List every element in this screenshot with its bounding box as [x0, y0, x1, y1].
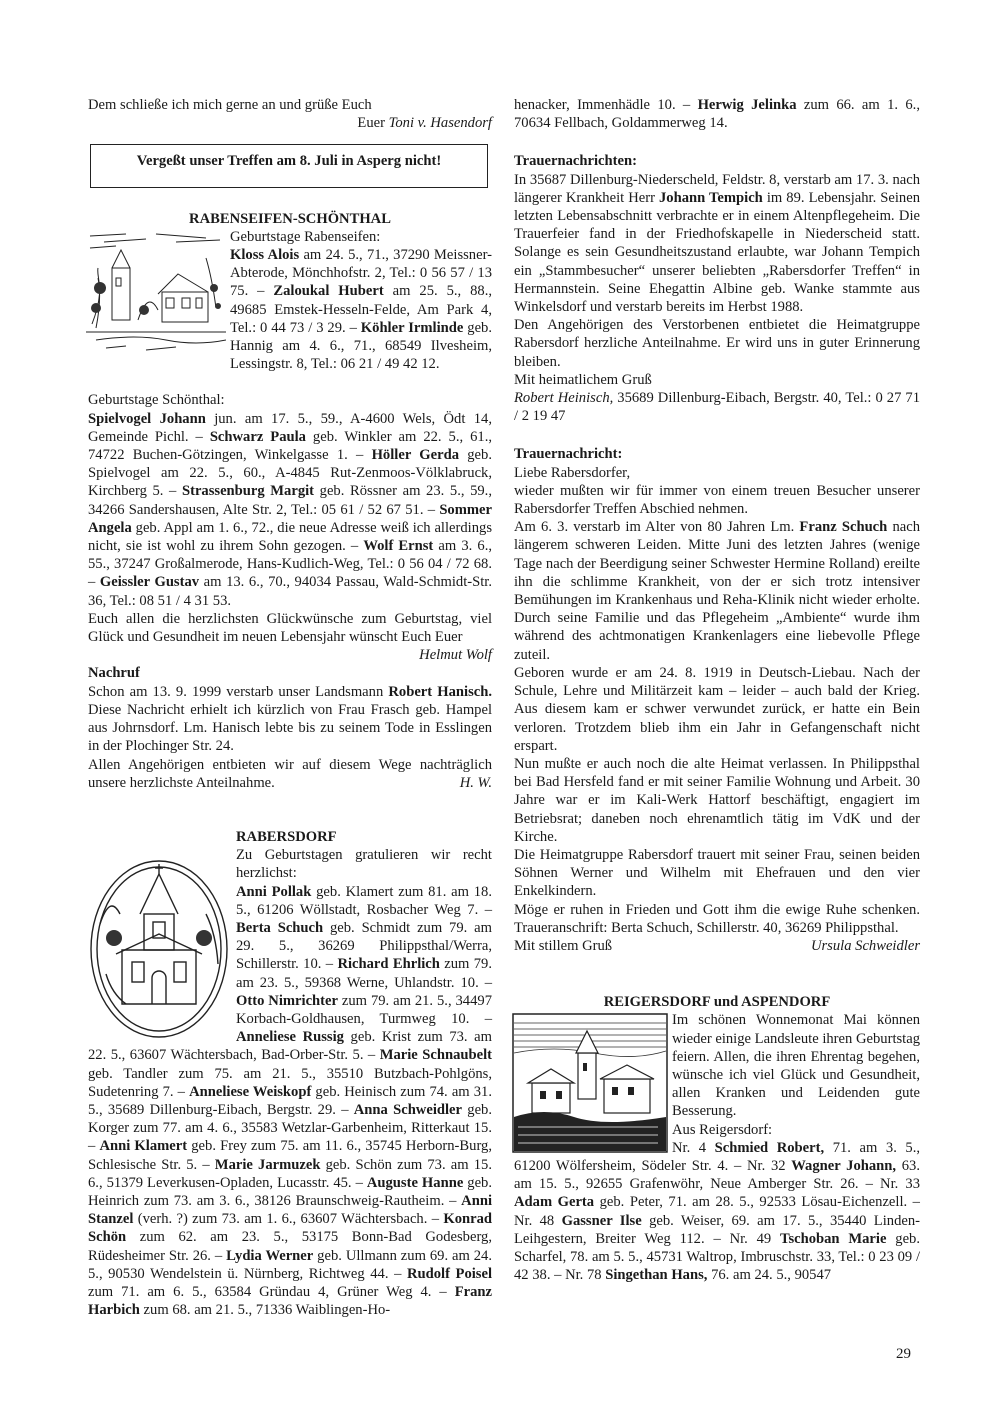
- trauernachrichten-heading: Trauernachrichten:: [514, 153, 637, 170]
- section-title-rabersdorf: RABERSDORF: [236, 828, 337, 845]
- schoenthal-birthdays: Spielvogel Johann jun. am 17. 5., 59., A-4600 Wels, Ödt 14, Gemeinde Pichl. – Schwarz Paula geb. Winkler am 22. 5., 61., 74722 Buchen-Götzingen, Winkelgasse 1. – Höller Gerda geb. Spielvogel am 22. 5., 60., A-4845 Rut-Zenmoos-Völklabruck, Kirchberg 5. – Strassenburg Margit geb. Rössner am 23. 5., 59., 34266 Sandershausen, Alte Str. 2, Tel.: 05 61 / 52 67 51. – Sommer Angela geb. Appl am 1. 6., 72., die neue Adresse weiß ich allerdings nicht, sie ist wohl zu ihrem Sohn gezogen. – Wolf Ernst am 3. 6., 55., 37247 Großalmerode, Hans-Kudlich-Weg, Tel.: 0 56 04 / 72 68. – Geissler Gustav am 13. 6., 70., 94034 Passau, Wald-Schmidt-Str. 36, Tel.: 08 51 / 4 31 53.: [88, 410, 492, 609]
- trauer-intro: wieder mußten wir für immer von einem treuen Besucher unserer Rabersdorfer Treffen Abschied nehmen.: [514, 482, 920, 518]
- trauer-schuch: Am 6. 3. verstarb im Alter von 80 Jahren Lm. Franz Schuch nach längerem schweren Leiden. Mitte Juni des letzten Jahres (wenige Tage nach der Beerdigung seiner Schwester Hermine Rolland) ereilte ihn die schlimme Krankheit, von der er sich trotz intensiver Bemühungen im Krankenhaus und Reha-Klinik nicht wieder erholte. Durch seine Familie und das Pflegeheim „Ambiente“ wurde ihm während des achtmonatigen Krankenlagers eine liebevolle Pflege zuteil.: [514, 519, 920, 663]
- reigersdorf-section: [514, 1011, 920, 1284]
- trauer-prayer: Möge er ruhen in Frieden und Gott ihm die ewige Ruhe schenken. Traueranschrift: Berta Schuch, Schillerstr. 40, 36269 Philippsthal.: [514, 901, 920, 936]
- left-column: [88, 96, 492, 1319]
- meeting-reminder-text: Vergeßt unser Treffen am 8. Juli in Asperg nicht!: [136, 153, 442, 170]
- trauer-salutation: Liebe Rabersdorfer,: [514, 464, 631, 481]
- page-number: 29: [896, 1346, 911, 1362]
- reigersdorf-birthdays: Nr. 4 Schmied Robert, 71. am 3. 5., 61200 Wölfersheim, Södeler Str. 4. – Nr. 32 Wagner Johann, 63. am 15. 5., 92655 Grafenwöhr, Neue Amberger Str. 26. – Nr. 33 Adam Gerta geb. Peter, 71. am 28. 5., 92533 Lösau-Eichenzell. – Nr. 48 Gassner Ilse geb. Weiser, 69. am 17. 5., 35440 Linden-Leihgestern, Breiter Weg 112. – Nr. 49 Tschoban Marie geb. Scharfel, 78. am 5. 5., 45731 Waltrop, Imbruschstr. 33, Tel.: 0 23 09 / 42 38. – Nr. 78 Singethan Hans, 76. am 24. 5., 90547: [514, 1139, 921, 1284]
- meeting-reminder-box: [90, 144, 488, 187]
- trauer-condolence: Den Angehörigen des Verstorbenen entbietet die Heimatgruppe Rabersdorf herzliche Anteilnahme. Er wird uns in guter Erinnerung bleiben.: [514, 317, 920, 370]
- trauer-family: Die Heimatgruppe Rabersdorf trauert mit seiner Frau, seinen beiden Söhnen Werner und Wilhelm mit Ehefrauen und den vier Enkelkindern.: [514, 846, 920, 900]
- greeting-line: Dem schließe ich mich gerne an und grüße Euch: [88, 97, 372, 113]
- greeting-signature: Euer Toni v. Hasendorf: [357, 115, 492, 132]
- section-title-reigersdorf: REIGERSDORF und ASPENDORF: [603, 994, 831, 1011]
- reigersdorf-village-engraving: [512, 1013, 668, 1153]
- trauernachricht-heading: Trauernachricht:: [514, 446, 623, 463]
- nachruf-text: Schon am 13. 9. 1999 verstarb unser Landsmann Robert Hanisch. Diese Nachricht erhielt ich kürzlich von Frau Frasch geb. Hampel aus Johrnsdorf. Lm. Hanisch lebte bis zu seinem Tode in Esslingen in der Plochinger Str. 24.: [88, 683, 493, 755]
- right-column: [514, 96, 920, 1284]
- birthday-wishes: Euch allen die herzlichsten Glückwünsche zum Geburtstag, viel Glück und Gesundheit im neuen Lebensjahr wünscht Euch Euer: [88, 610, 492, 646]
- rabenseifen-birthdays: Geburtstage Rabenseifen: Kloss Alois am 24. 5., 71., 37290 Meissner-Abterode, Mönchhofstr. 2, Tel.: 0 56 57 / 13 75. – Zaloukal Hubert am 25. 5., 88., 49685 Emstek-Hesseln-Felde, Am Park 4, Tel.: 0 44 73 / 3 29. – Köhler Irmlinde geb. Hannig am 4. 6., 71., 68549 Ilvesheim, Lessingstr. 8, Tel.: 06 21 / 49 42 12.: [230, 228, 493, 373]
- trauer-greeting: Mit heimatlichem Gruß: [514, 371, 652, 388]
- rabersdorf-section: [88, 828, 492, 1319]
- rabenseifen-section: [88, 228, 492, 374]
- nachruf-heading: Nachruf: [88, 665, 140, 682]
- section-title-rabenseifen: RABENSEIFEN-SCHÖNTHAL: [189, 210, 391, 227]
- trauer-tempich: In 35687 Dillenburg-Niederscheld, Feldstr. 8, verstarb am 17. 3. nach längerer Krankheit Herr Johann Tempich im 89. Lebensjahr. Seinen letzten Lebensabschnitt verbrachte er in einem Altenpflegeheim. Die Trauerfeier fand in der Friedhofskapelle in Niederscheid statt. Solange es sein Gesundheitszustand erlaubte, war Johann Tempich ein „Stammbesucher“ unserer beliebten „Rabersdorfer Treffen“ in Hermannstein. Seine Ehegattin Albine geb. Wanke stammte aus Winkelsdorf und verstarb bereits im Herbst 1988.: [514, 171, 920, 316]
- reigersdorf-aus: Aus Reigersdorf:: [672, 1121, 773, 1138]
- rabenseifen-church-sketch: [86, 228, 226, 356]
- trauer-work: Nun mußte er auch noch die alte Heimat verlassen. In Philippsthal bei Bad Hersfeld fand er mit seiner Familie Wohnung und Arbeit. 30 Jahre war er im Kali-Werk Hattorf beschäftigt, engagiert im Betriebsrat; daneben noch ehrenamtlich tätig im VdK und der Kirche.: [514, 755, 920, 845]
- nachruf-condolence: Allen Angehörigen entbieten wir auf diesem Wege nachträglich unsere herzlichste Anteilnahme. H. W.: [88, 756, 492, 791]
- reigersdorf-intro: Im schönen Wonnemonat Mai können wieder einige Landsleute ihren Geburtstag feiern. Allen, die ihren Ehrentag begehen, wünsche ich viel Glück und Gesundheit, allen Kranken und Leidenden gute Besserung.: [672, 1012, 921, 1120]
- wishes-signature: Helmut Wolf: [419, 647, 492, 664]
- rabersdorf-birthdays: Zu Geburtstagen gratulieren wir recht herzlichst: Anni Pollak geb. Klamert zum 81. am 18. 5., 61206 Wöllstadt, Rosbacher Weg 7. – Berta Schuch geb. Schmidt zum 79. am 29. 5., 36269 Philippsthal/Werra, Schillerstr. 10. – Richard Ehrlich zum 79. am 23. 5., 59368 Werne, Uhlandstr. 10. – Otto Nimrichter zum 79. am 21. 5., 34497 Korbach-Goldhausen, Turmweg 10. – Anneliese Russig geb. Krist zum 73. am 22. 5., 63607 Wächtersbach, Bad-Orber-Str. 5. – Marie Schnaubelt geb. Tandler zum 75. am 21. 5., 35510 Butzbach-Pohlgöns, Sudetenring 7. – Anneliese Weiskopf geb. Heinisch zum 74. am 31. 5., 35689 Dillenburg-Eibach, Bergstr. 29. – Anna Schweidler geb. Korger zum 77. am 4. 6., 35583 Wetzlar-Garbenheim, Ritterkaut 15. – Anni Klamert geb. Frey zum 75. am 11. 6., 35745 Herborn-Burg, Schlesische Str. 5. – Marie Jarmuzek geb. Schön zum 73. am 15. 6., 51379 Leverkusen-Opladen, Lucasstr. 45. – Auguste Hanne geb. Heinrich zum 73. am 3. 6., 38126 Braunschweig-Rautheim. – Anni Stanzel (verh. ?) zum 73. am 1. 6., 63607 Wächtersbach. – Konrad Schön zum 62. am 23. 5., 53175 Bonn-Bad Godesberg, Rüdesheimer Str. 26. – Lydia Werner geb. Ullmann zum 69. am 24. 5., 90530 Wendelstein ü. Nürnberg, Richtweg 44. – Rudolf Poisel zum 71. am 6. 5., 63584 Gründau 4, Grüner Weg 4. – Franz Harbich zum 68. am 21. 5., 71336 Waiblingen-Ho-: [88, 847, 493, 1319]
- trauer-signature: Robert Heinisch, 35689 Dillenburg-Eibach, Bergstr. 40, Tel.: 0 27 71 / 2 19 47: [514, 390, 920, 425]
- rabersdorf-chapel-emblem: [86, 854, 232, 1044]
- trauer-biography: Geboren wurde er am 24. 8. 1919 in Deutsch-Liebau. Nach der Schule, Lehre und Militärzeit kam – leider – auch bald der Krieg. Aus diesem kam er schwer verwundet zurück, er hatte ein Bein verloren. Trotzdem blieb ihm ein Jahr in Gefangenschaft nicht erspart.: [514, 664, 920, 754]
- trauer-closing: Mit stillem Gruß Ursula Schweidler: [514, 937, 920, 954]
- schoenthal-heading: Geburtstage Schönthal:: [88, 392, 225, 409]
- rabersdorf-continuation: henacker, Immenhädle 10. – Herwig Jelinka zum 66. am 1. 6., 70634 Fellbach, Goldammerweg 14.: [514, 97, 920, 132]
